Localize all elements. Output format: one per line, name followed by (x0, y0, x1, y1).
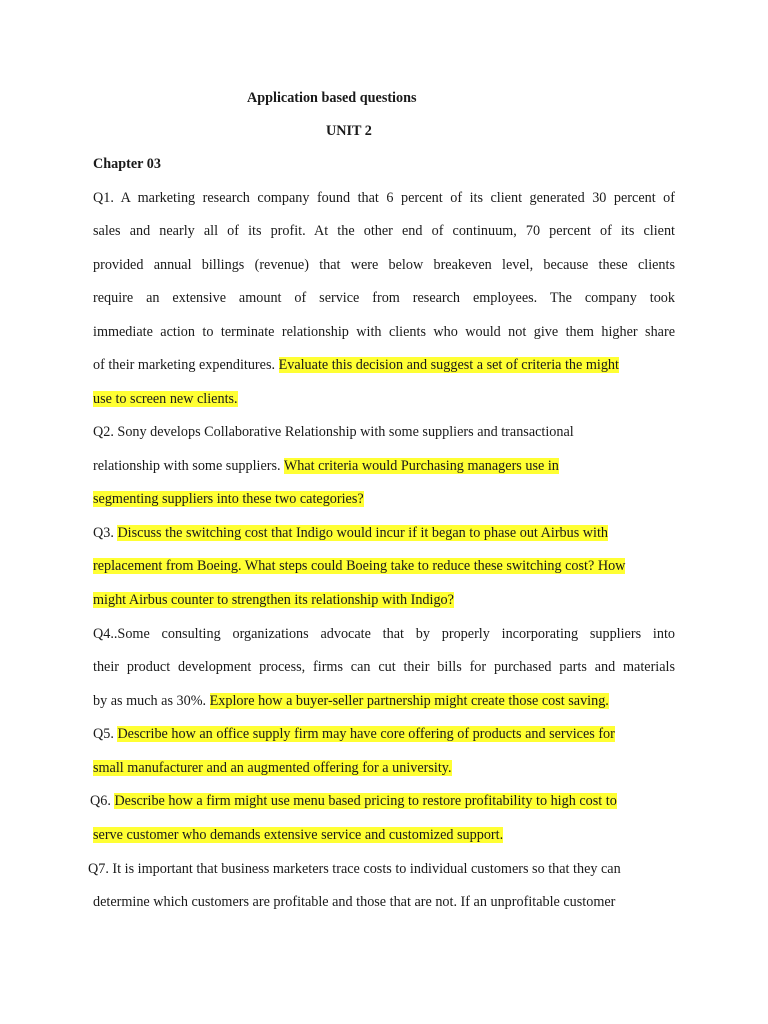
highlighted-text: What criteria would Purchasing managers use in (283, 458, 559, 474)
paragraph-line: require an extensive amount of service from research employees. The company took (93, 290, 675, 306)
paragraph-line (93, 725, 615, 743)
paragraph-line: their product development process, firms can cut their bills for purchased parts and materials (93, 659, 675, 675)
paragraph-line (93, 557, 625, 575)
highlighted-text: use to screen new clients. (93, 391, 238, 407)
paragraph-line: determine which customers are profitable and those that are not. If an unprofitable customer (93, 894, 616, 910)
highlighted-text: Explore how a buyer-seller partnership might create those cost saving. (209, 693, 609, 709)
paragraph-line (93, 356, 619, 374)
paragraph-line (93, 692, 609, 710)
highlighted-text: serve customer who demands extensive service and customized support. (93, 827, 504, 843)
highlighted-text: replacement from Boeing. What steps could Boeing take to reduce these switching cost? How (93, 558, 626, 574)
paragraph-line: provided annual billings (revenue) that were below breakeven level, because these clients (93, 257, 675, 273)
paragraph-line: Q2. Sony develops Collaborative Relationship with some suppliers and transactional (93, 424, 574, 440)
paragraph-line (93, 759, 452, 777)
paragraph-line (93, 490, 364, 508)
plain-text: Q5. (93, 726, 118, 742)
paragraph-line: Q4..Some consulting organizations advocate that by properly incorporating suppliers into (93, 626, 675, 642)
highlighted-text: Describe how a firm might use menu based pricing to restore profitability to high cost to (114, 793, 617, 809)
highlighted-text: segmenting suppliers into these two categories? (93, 491, 364, 507)
paragraph-line: immediate action to terminate relationship with clients who would not give them higher share (93, 324, 675, 340)
paragraph-line: Q7. It is important that business marketers trace costs to individual customers so that they can (88, 861, 621, 877)
highlighted-text: Evaluate this decision and suggest a set of criteria the might (278, 357, 619, 373)
highlighted-text: might Airbus counter to strengthen its relationship with Indigo? (93, 592, 454, 608)
chapter-heading: Chapter 03 (93, 156, 161, 172)
paragraph-line (93, 826, 503, 844)
paragraph-line: Q1. A marketing research company found that 6 percent of its client generated 30 percent of (93, 190, 675, 206)
paragraph-line (93, 591, 454, 609)
document-title: Application based questions (247, 90, 417, 106)
highlighted-text: Describe how an office supply firm may have core offering of products and services for (117, 726, 615, 742)
plain-text: relationship with some suppliers. (93, 458, 284, 474)
plain-text: by as much as 30%. (93, 693, 210, 709)
paragraph-line: sales and nearly all of its profit. At the other end of continuum, 70 percent of its client (93, 223, 675, 239)
paragraph-line (93, 457, 559, 475)
plain-text: Q6. (90, 793, 115, 809)
highlighted-text: small manufacturer and an augmented offering for a university. (93, 760, 452, 776)
paragraph-line (90, 792, 617, 810)
plain-text: Q3. (93, 525, 118, 541)
plain-text: of their marketing expenditures. (93, 357, 279, 373)
unit-heading: UNIT 2 (326, 123, 372, 139)
paragraph-line (93, 390, 238, 408)
highlighted-text: Discuss the switching cost that Indigo would incur if it began to phase out Airbus with (117, 525, 609, 541)
paragraph-line (93, 524, 608, 542)
